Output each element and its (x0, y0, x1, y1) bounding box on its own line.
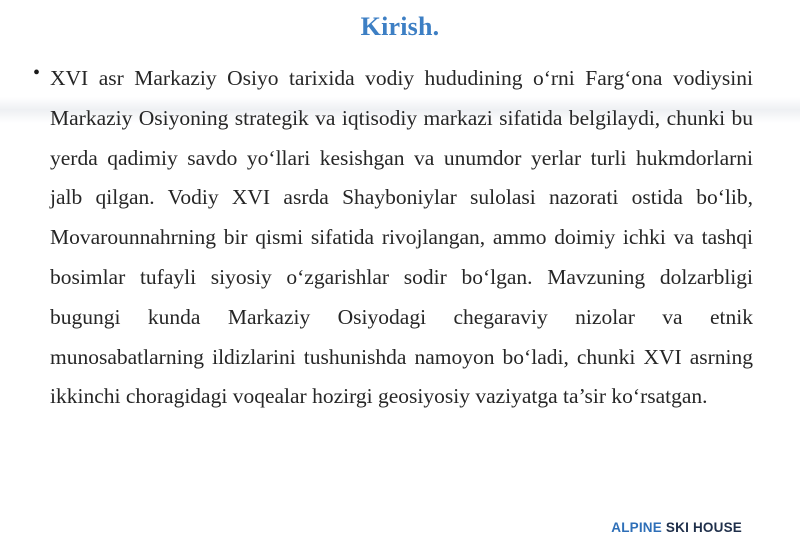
bullet-icon: • (33, 62, 41, 84)
brand-name-part2: SKI HOUSE (665, 520, 742, 535)
brand-name-part1: ALPINE (611, 520, 662, 535)
slide-body (33, 59, 753, 417)
slide-title: Kirish. (360, 12, 440, 41)
body-paragraph: XVI asr Markaziy Osiyo tarixida vodiy hududining o‘rni Farg‘ona vodiysini Markaziy Osiyoning strategik va iqtisodiy markazi sifatida belgilaydi, chunki bu yerda qadimiy savdo yo‘llari kesishgan va unumdor yerlar turli hukmdorlarni jalb qilgan. Vodiy XVI asrda Shayboniylar sulolasi nazorati ostida bo‘lib, Movarounnahrning bir qismi sifatida rivojlangan, ammo doimiy ichki va tashqi bosimlar tufayli siyosiy o‘zgarishlar sodir bo‘lgan. Mavzuning dolzarbligi bugungi kunda Markaziy Osiyodagi chegaraviy nizolar va etnik munosabatlarning ildizlarini tushunishda namoyon bo‘ladi, chunki XVI asrning ikkinchi choragidagi voqealar hozirgi geosiyosiy vaziyatga ta’sir ko‘rsatgan. (50, 66, 753, 409)
brand-logo (611, 520, 742, 535)
